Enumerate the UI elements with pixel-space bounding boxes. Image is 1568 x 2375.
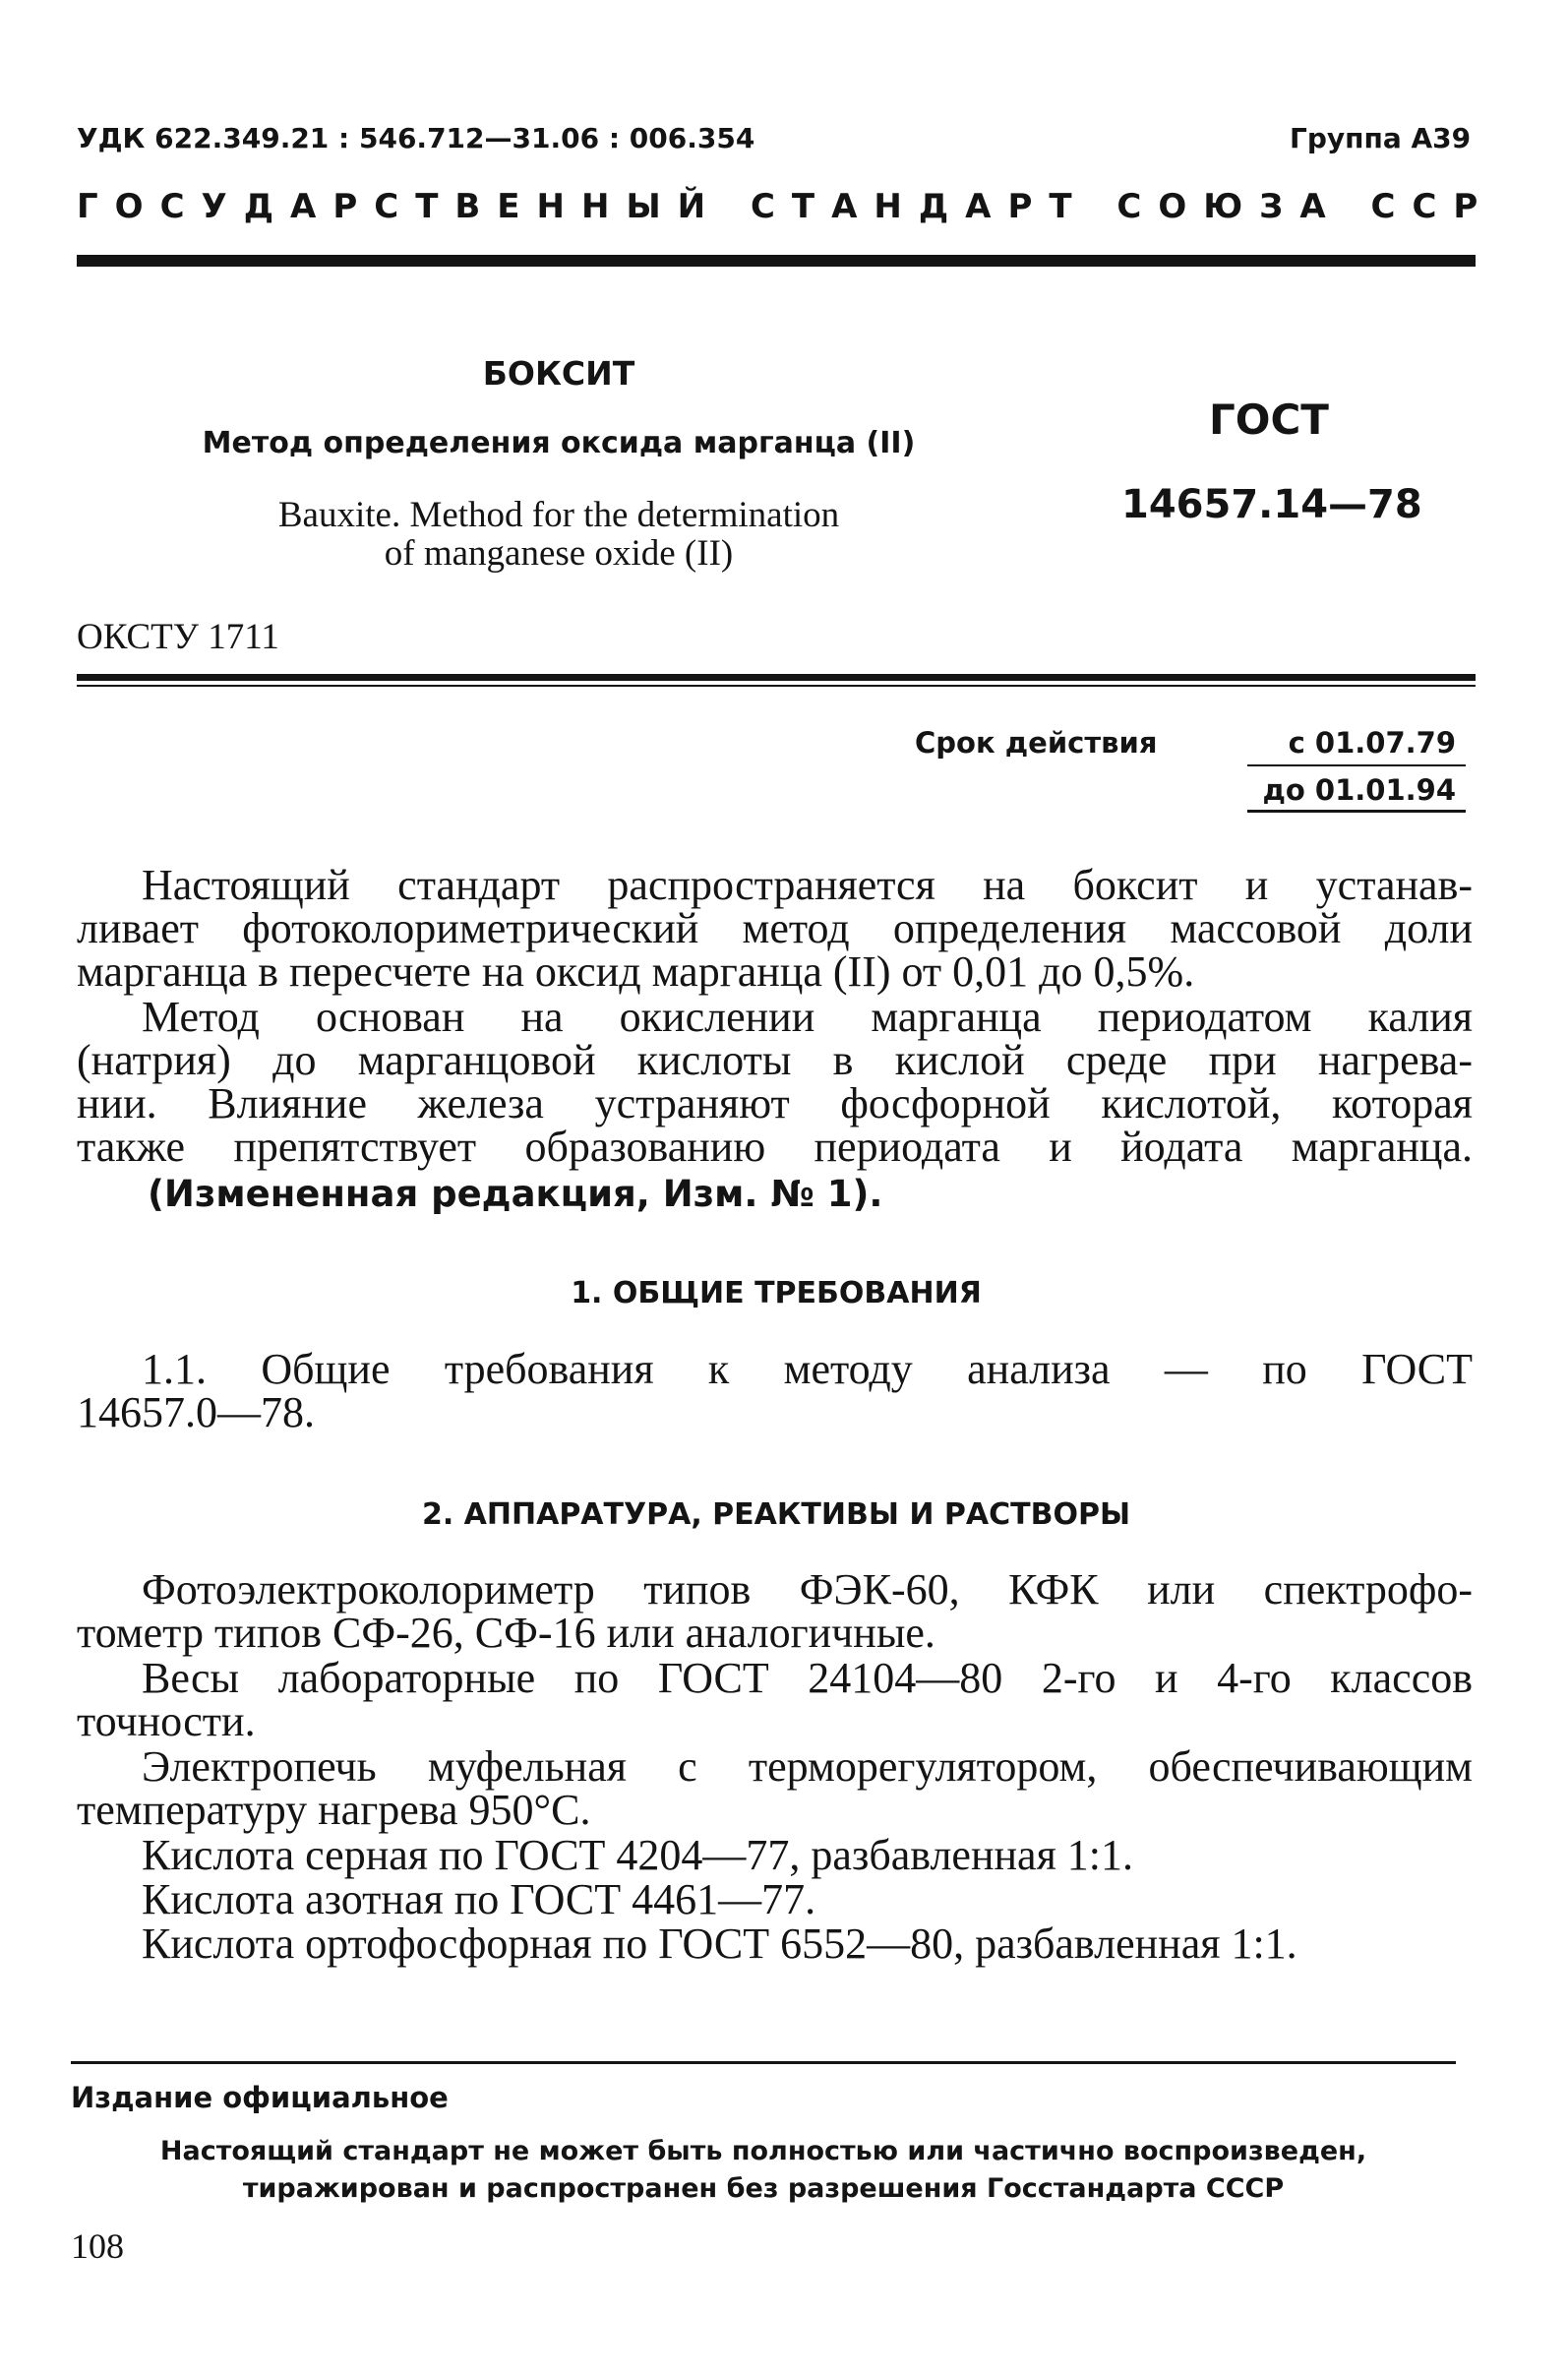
copyright-notice-line-1: Настоящий стандарт не может быть полностью или частично воспроизведен, [159,2136,1367,2166]
page-number: 108 [71,2226,124,2266]
section-2-paragraph-1 [77,1565,1473,1657]
intro-paragraph-1 [77,861,1473,996]
text-line: нии. Влияние железа устраняют фосфорной кислотой, которая [77,1079,1473,1127]
text-line: также препятствует образованию периодата и йодата марганца. [77,1123,1473,1171]
text-line: Метод основан на окислении марганца периодатом калия [142,993,1473,1041]
text-line: Электропечь муфельная с терморегулятором, обеспечивающим [142,1742,1473,1791]
text-line: тометр типов СФ-26, СФ-16 или аналогичные. [77,1609,935,1657]
state-standard-banner: ГОСУДАРСТВЕННЫЙ СТАНДАРТ СОЮЗА ССР [77,187,1495,226]
text-line: (натрия) до марганцовой кислоты в кислой среде при нагрева- [77,1036,1473,1084]
section-1-heading: 1. ОБЩИЕ ТРЕБОВАНИЯ [571,1276,982,1310]
section-1-text [77,1345,1473,1436]
text-line: Фотоэлектроколориметр типов ФЭК-60, КФК или спектрофо- [142,1565,1473,1614]
intro-paragraph-2 [77,993,1473,1171]
udk-code: УДК 622.349.21 : 546.712—31.06 : 006.354 [77,122,755,154]
section-2-paragraph-3 [77,1742,1473,1834]
english-title-line-2: of manganese oxide (II) [384,533,734,574]
text-line: ливает фотоколориметрический метод определения массовой доли [77,904,1473,952]
text-line: точности. [77,1697,256,1745]
text-line: марганца в пересчете на оксид марганца (II) от 0,01 до 0,5%. [77,947,1195,996]
header-thick-rule [77,255,1476,267]
group-code: Группа А39 [1290,122,1472,154]
section-2-paragraph-2 [77,1654,1473,1745]
section-2-paragraph-6 [77,1919,1473,1968]
validity-to: до 01.01.94 [1262,773,1456,807]
validity-from: с 01.07.79 [1288,726,1456,760]
text-line: Весы лабораторные по ГОСТ 24104—80 2-го и 4-го классов [142,1654,1473,1702]
okstu-code: ОКСТУ 1711 [77,617,279,657]
text-line: Кислота серная по ГОСТ 4204—77, разбавленная 1:1. [142,1831,1134,1879]
english-title-line-1: Bauxite. Method for the determination [277,495,840,535]
validity-label: Срок действия [915,726,1158,760]
gost-number: 14657.14—78 [1121,482,1422,527]
text-line: Настоящий стандарт распространяется на боксит и устанав- [142,861,1473,909]
copyright-notice-line-2: тиражирован и распространен без разрешения Госстандарта СССР [242,2173,1285,2204]
title-thick-rule [77,674,1476,681]
title-thin-rule [77,685,1476,687]
section-2-heading: 2. АППАРАТУРА, РЕАКТИВЫ И РАСТВОРЫ [421,1497,1131,1532]
text-line: Кислота азотная по ГОСТ 4461—77. [142,1875,816,1923]
section-2-paragraph-4 [77,1831,1473,1879]
official-edition-label: Издание официальное [71,2081,449,2114]
footer-rule [71,2061,1456,2064]
gost-label: ГОСТ [1209,396,1329,444]
validity-from-underline [1247,764,1466,766]
amendment-note: (Измененная редакция, Изм. № 1). [148,1173,883,1215]
document-subtitle: Метод определения оксида марганца (II) [202,426,916,460]
document-title: БОКСИТ [482,354,635,393]
text-line: 1.1. Общие требования к методу анализа — по ГОСТ [142,1345,1473,1393]
text-line: температуру нагрева 950°С. [77,1786,591,1834]
text-line: Кислота ортофосфорная по ГОСТ 6552—80, разбавленная 1:1. [142,1919,1297,1968]
section-2-paragraph-5 [77,1875,1473,1923]
text-line: 14657.0—78. [77,1388,315,1436]
validity-to-underline [1247,810,1466,813]
